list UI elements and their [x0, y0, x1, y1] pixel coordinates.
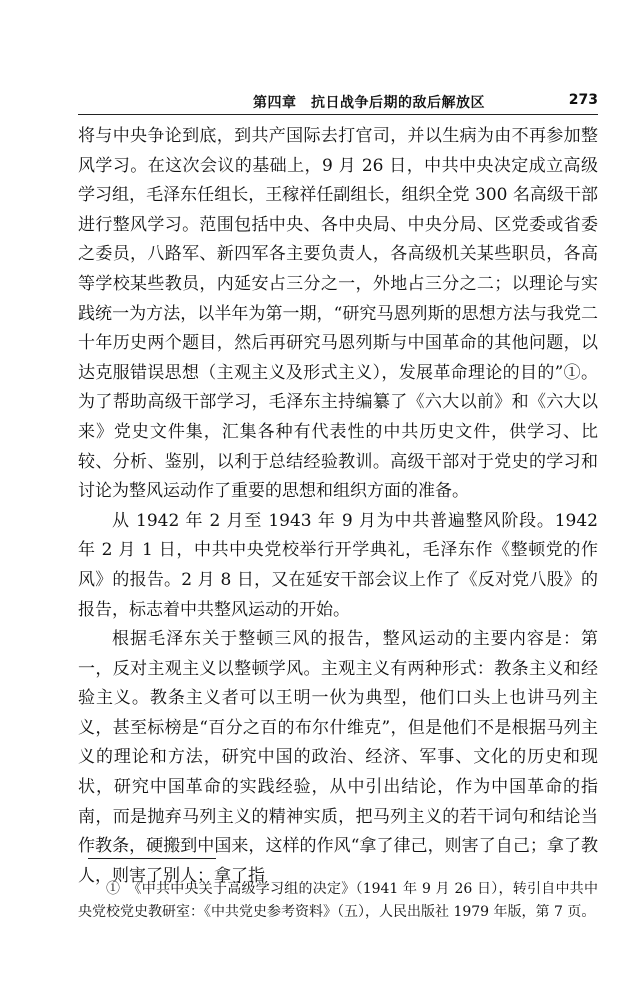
footnote	[78, 878, 598, 924]
running-header	[78, 90, 598, 114]
body-text	[78, 122, 598, 891]
paragraph: 根据毛泽东关于整顿三风的报告，整风运动的主要内容是：第一，反对主观主义以整顿学风。主观主义有两种形式：教条主义和经验主义。教条主义者可以王明一伙为典型，他们口头上也讲马列主义，甚至标榜是“百分之百的布尔什维克”，但是他们不是根据马列主义的理论和方法，研究中国的政治、经济、军事、文化的历史和现状，研究中国革命的实践经验，从中引出结论，作为中国革命的指南，而是抛弃马列主义的精神实质，把马列主义的若干词句和结论当作教条，硬搬到中国来，这样的作风“拿了律己，则害了自己；拿了教人，则害了别人；拿了指	[78, 629, 598, 886]
paragraph: 从 1942 年 2 月至 1943 年 9 月为中共普遍整风阶段。1942 年 2 月 1 日，中共中央党校举行开学典礼，毛泽东作《整顿党的作风》的报告。2 月 8 日，又在延安干部会议上作了《反对党八股》的报告，标志着中共整风运动的开始。	[78, 510, 598, 620]
page-number: 273	[568, 92, 598, 108]
paragraph-continued: 将与中央争论到底，到共产国际去打官司，并以生病为由不再参加整风学习。在这次会议的基础上，9 月 26 日，中共中央决定成立高级学习组，毛泽东任组长，王稼祥任副组长，组织全党 300 名高级干部进行整风学习。范围包括中央、各中央局、中央分局、区党委或省委之委员，八路军、新四军各主要负责人，各高级机关某些职员，各高等学校某些教员，内延安占三分之一，外地占三分之二；以理论与实践统一为方法，以半年为第一期，“研究马恩列斯的思想方法与我党二十年历史两个题目，然后再研究马恩列斯与中国革命的其他问题，以达克服错误思想（主观主义及形式主义），发展革命理论的目的”①。为了帮助高级干部学习，毛泽东主持编纂了《六大以前》和《六大以来》党史文件集，汇集各种有代表性的中共历史文件，供学习、比较、分析、鉴别，以利于总结经验教训。高级干部对于党史的学习和讨论为整风运动作了重要的思想和组织方面的准备。	[78, 126, 598, 502]
footnote-text: ① 《中共中央关于高级学习组的决定》（1941 年 9 月 26 日），转引自中共中央党校党史教研室：《中共党史参考资料》（五），人民出版社 1979 年版，第 7 页。	[78, 881, 598, 920]
chapter-title: 第四章 抗日战争后期的敌后解放区	[253, 95, 485, 111]
footnote-rule	[88, 858, 216, 859]
header-rule	[78, 114, 598, 115]
